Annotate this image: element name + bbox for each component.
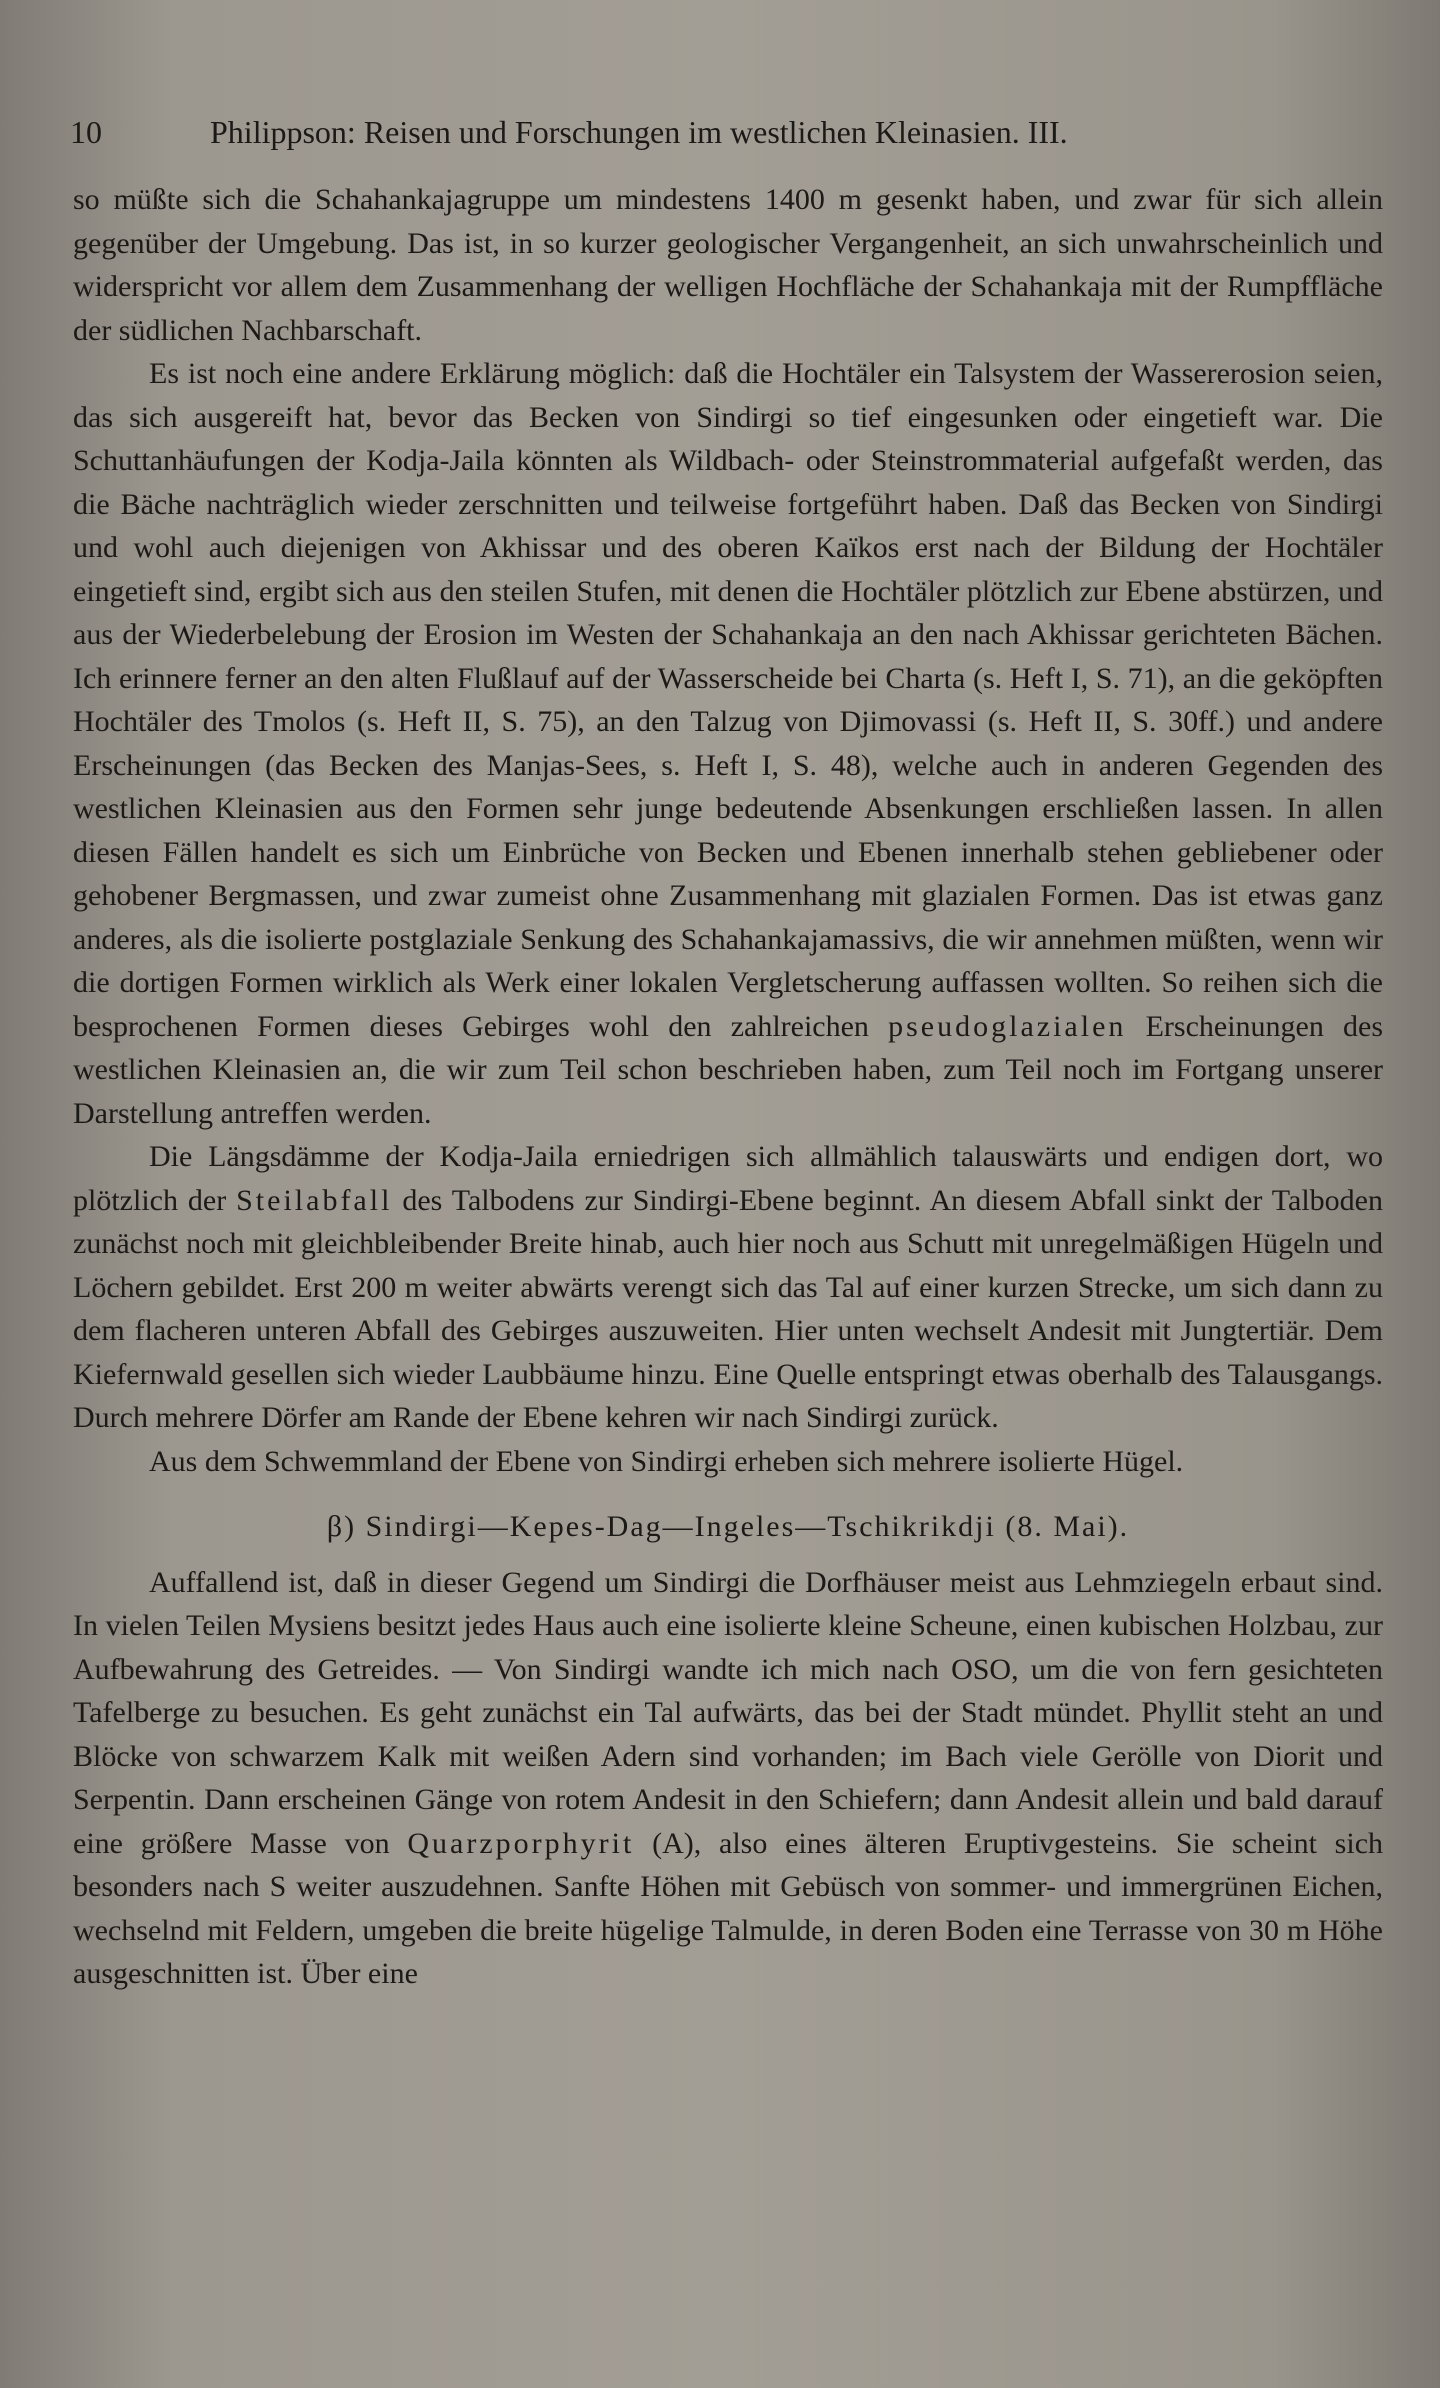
page-number: 10 bbox=[70, 114, 102, 150]
section-paragraph bbox=[73, 1561, 1383, 1996]
paragraph-3-spaced-term: Steilabfall bbox=[236, 1183, 393, 1217]
paragraph-3-text: Die Längsdämme der Kodja-Jaila erniedrigen sich allmählich talauswärts und endigen dort, wo plötzlich der bbox=[73, 1140, 1383, 1217]
paragraph-2-text-after: Erscheinungen des westlichen Kleinasien an, die wir zum Teil schon beschrieben haben, zum Teil noch im Fortgang unserer Darstellung antreffen werden. bbox=[73, 1009, 1384, 1130]
paragraph-3 bbox=[73, 1135, 1383, 1440]
paragraph-1 bbox=[73, 178, 1383, 352]
paragraph-2-text: Es ist noch eine andere Erklärung möglich: daß die Hochtäler ein Talsystem der Wassererosion seien, das sich ausgereift hat, bevor das Becken von Sindirgi so tief eingesunken oder eingetieft war. Die Schuttanhäufungen der Kodja-Jaila könnten als Wildbach- oder Steinstrommaterial aufgefaßt werden, das die Bäche nachträglich wieder zerschnitten und teilweise fortgeführt haben. Daß das Becken von Sindirgi und wohl auch diejenigen von Akhissar und des oberen Kaïkos erst nach der Bildung der Hochtäler eingetieft sind, ergibt sich aus den steilen Stufen, mit denen die Hochtäler plötzlich zur Ebene abstürzen, und aus der Wiederbelebung der Erosion im Westen der Schahankaja an den nach Akhissar gerichteten Bächen. Ich erinnere ferner an den alten Flußlauf auf der Wasserscheide bei Charta (s. Heft I, S. 71), an die geköpften Hochtäler des Tmolos (s. Heft II, S. 75), an den Talzug von Djimovassi (s. Heft II, S. 30ff.) und andere Erscheinungen (das Becken des Manjas-Sees, s. Heft I, S. 48), welche auch in anderen Gegenden des westlichen Kleinasien aus den Formen sehr junge bedeutende Absenkungen erschließen lassen. In allen diesen Fällen handelt es sich um Einbrüche von Becken und Ebenen innerhalb stehen gebliebener oder gehobener Bergmassen, und zwar zumeist ohne Zusammenhang mit glazialen Formen. Das ist etwas ganz anderes, als die isolierte postglaziale Senkung des Schahankajamassivs, die wir annehmen müßten, wenn wir die dortigen Formen wirklich als Werk einer lokalen Vergletscherung auffassen wollten. So reihen sich die besprochenen Formen dieses Gebirges wohl den zahlreichen bbox=[73, 357, 1383, 1043]
section-paragraph-text-after: (A), also eines älteren Eruptivgesteins. Sie scheint sich besonders nach S weiter auszudehnen. Sanfte Höhen mit Gebüsch von sommer- und immergrünen Eichen, wechselnd mit Feldern, umgeben die breite hügelige Talmulde, in deren Boden eine Terrasse von 30 m Höhe ausgeschnitten ist. Über eine bbox=[73, 1826, 1384, 1990]
paragraph-1-text: so müßte sich die Schahankajagruppe um mindestens 1400 m gesenkt haben, und zwar für sich allein gegenüber der Umgebung. Das ist, in so kurzer geologischer Vergangenheit, an sich unwahrscheinlich und widerspricht vor allem dem Zusammenhang der welligen Hochfläche der Schahankaja mit der Rumpffläche der südlichen Nachbarschaft. bbox=[73, 183, 1383, 347]
paragraph-4-text: Aus dem Schwemmland der Ebene von Sindirgi erheben sich mehrere isolierte Hügel. bbox=[149, 1444, 1184, 1478]
section-paragraph-text: Auffallend ist, daß in dieser Gegend um Sindirgi die Dorfhäuser meist aus Lehmziegeln erbaut sind. In vielen Teilen Mysiens besitzt jedes Haus auch eine isolierte kleine Scheune, einen kubischen Holzbau, zur Aufbewahrung des Getreides. — Von Sindirgi wandte ich mich nach OSO, um die von fern gesichteten Tafelberge zu besuchen. Es geht zunächst ein Tal aufwärts, das bei der Stadt mündet. Phyllit steht an und Blöcke von schwarzem Kalk mit weißen Adern sind vorhanden; im Bach viele Gerölle von Diorit und Serpentin. Dann erscheinen Gänge von rotem Andesit in den Schiefern; dann Andesit allein und bald darauf eine größere Masse von bbox=[73, 1565, 1383, 1860]
paragraph-3-text-after: des Talbodens zur Sindirgi-Ebene beginnt. An diesem Abfall sinkt der Talboden zunächst noch mit gleichbleibender Breite hinab, auch hier noch aus Schutt mit unregelmäßigen Hügeln und Löchern gebildet. Erst 200 m weiter abwärts verengt sich das Tal auf einer kurzen Strecke, um sich dann zu dem flacheren unteren Abfall des Gebirges auszuweiten. Hier unten wechselt Andesit mit Jungtertiär. Dem Kiefernwald gesellen sich wieder Laubbäume hinzu. Eine Quelle entspringt etwas oberhalb des Talausgangs. Durch mehrere Dörfer am Rande der Ebene kehren wir nach Sindirgi zurück. bbox=[73, 1183, 1383, 1434]
paragraph-4 bbox=[73, 1440, 1383, 1484]
paragraph-2 bbox=[73, 352, 1383, 1135]
running-header bbox=[70, 108, 1370, 156]
paragraph-2-spaced-term: pseudoglazialen bbox=[888, 1009, 1127, 1043]
body-text bbox=[73, 178, 1383, 1996]
running-title: Philippson: Reisen und Forschungen im westlichen Kleinasien. III. bbox=[210, 114, 1068, 150]
section-heading: β) Sindirgi—Kepes-Dag—Ingeles—Tschikrikdji (8. Mai). bbox=[326, 1510, 1130, 1543]
section-paragraph-spaced-term: Quarzporphyrit bbox=[407, 1826, 635, 1860]
